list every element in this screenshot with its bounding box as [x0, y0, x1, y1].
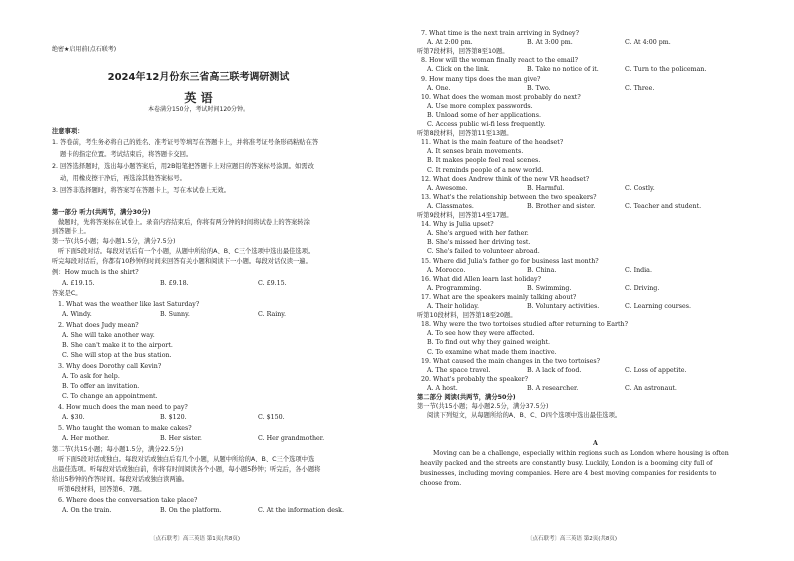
option: B. Her sister. [160, 435, 202, 442]
option: C. She's failed to volunteer abroad. [427, 248, 540, 256]
question: 13. What's the relationship between the two speakers? [421, 193, 597, 201]
note-line: 1. 答卷前，考生务必将自己的姓名、准考证号等填写在答题卡上，并将准考证号条形码粘贴在答 [52, 139, 319, 146]
option: A. To ask for help. [62, 373, 120, 380]
option: A. $30. [62, 414, 85, 421]
option: B. $120. [160, 414, 187, 421]
option: A. It senses brain movements. [427, 148, 524, 156]
part2-title: 第二部分 阅读(共两节，满分50分) [417, 394, 516, 401]
confidential-tag: 绝密★启用前(点石联考) [52, 46, 117, 53]
question: 3. Why does Dorothy call Kevin? [58, 363, 162, 370]
option: B. Unload some of her applications. [427, 111, 541, 119]
option: A. She will take another way. [62, 332, 155, 339]
passage-line: choose from. [420, 480, 462, 487]
option: A. One. [427, 84, 451, 92]
option: C. To examine what made them inactive. [427, 348, 557, 356]
option: B. Two. [527, 84, 551, 92]
question: 2. What does Judy mean? [58, 322, 139, 329]
option: C. Three. [625, 84, 655, 92]
option: A. Their holiday. [427, 303, 479, 310]
option: B. Harmful. [527, 184, 565, 192]
subject-title: 英 语 [184, 91, 213, 105]
page-footer: 〔点石联考〕高三英语 第1页(共8页) [150, 536, 241, 542]
exam-subtitle: 本卷满分150分，考试时间120分钟。 [148, 106, 249, 113]
option: A. Click on the link. [427, 66, 490, 74]
option: B. At 3:00 pm. [527, 39, 573, 47]
reading-instruction: 阅读下列短文，从每题所给的A、B、C、D四个选项中选出最佳选项。 [427, 412, 622, 420]
option: B. To offer an invitation. [62, 383, 140, 390]
option: B. Brother and sister. [527, 202, 596, 210]
option: C. At 4:00 pm. [625, 39, 671, 47]
notes-title: 注意事项： [52, 128, 84, 135]
option: A. £19.15. [62, 280, 95, 287]
question: 17. What are the speakers mainly talking about? [421, 293, 577, 301]
option: A. Windy. [62, 311, 92, 318]
question: 11. What is the main feature of the headset? [421, 139, 564, 147]
option: B. To find out why they gained weight. [427, 339, 551, 347]
question: 7. What time is the next train arriving in Sydney? [421, 30, 579, 37]
section2-intro: 出最佳选项。听每段对话或独白前，你将有时间阅读各个小题，每小题5秒钟；听完后，各小题将 [52, 466, 321, 473]
material-lead: 听第9段材料，回答第14至17题。 [417, 212, 513, 219]
option: B. £9.18. [160, 280, 189, 287]
option: C. An astronaut. [625, 384, 677, 392]
option: A. Programming. [427, 284, 482, 292]
option: C. $150. [258, 414, 285, 421]
passage-line: Moving can be a challenge, especially within regions such as London where housing is often [433, 450, 729, 457]
option: B. On the platform. [160, 507, 222, 514]
section2-intro: 给出5秒钟的作答时间。每段对话或独白读两遍。 [52, 476, 189, 483]
question: 15. Where did Julia's father go for business last month? [421, 257, 599, 265]
question: 4. How much does the man need to pay? [58, 404, 188, 411]
question: 6. Where does the conversation take place? [58, 497, 198, 504]
option: B. She's missed her driving test. [427, 239, 531, 247]
option: C. Teacher and student. [625, 202, 702, 210]
question: 1. What was the weather like last Saturday? [58, 301, 200, 308]
passage-line: heavily packed and the streets are constantly busy. Luckily, London is a booming city full of [420, 460, 713, 467]
option: C. £9.15. [258, 280, 287, 287]
option: C. Driving. [625, 284, 660, 292]
option: C. Her grandmother. [258, 435, 325, 442]
option: C. Turn to the policeman. [625, 66, 707, 74]
page-footer: 〔点石联考〕高三英语 第2页(共8页) [527, 536, 618, 542]
option: A. Classmates. [427, 202, 474, 210]
question: 18. Why were the two tortoises studied after returning to Earth? [421, 321, 628, 329]
question: 9. How many tips does the man give? [421, 75, 541, 83]
option: B. Swimming. [527, 284, 572, 292]
option: B. It makes people feel real scenes. [427, 157, 541, 165]
material-lead: 听第7段材料，回答第8至10题。 [417, 48, 509, 56]
option: C. Costly. [625, 184, 655, 192]
option: C. She will stop at the bus station. [62, 352, 172, 359]
option: B. A researcher. [527, 384, 579, 392]
example-question: 例：How much is the shirt? [52, 269, 139, 276]
question: 8. How will the woman finally react to the email? [421, 57, 579, 65]
section2-intro: 听下面5段对话或独白。每段对话或独白后有几个小题，从题中所给的A、B、C三个选项中选 [58, 456, 315, 463]
question: 5. Who taught the woman to make cakes? [58, 425, 192, 432]
option: C. To change an appointment. [62, 393, 158, 400]
option: A. Use more complex passwords. [427, 102, 533, 110]
option: A. Her mother. [62, 435, 110, 442]
option: B. Voluntary activities. [527, 303, 600, 310]
option: C. It reminds people of a new world. [427, 166, 544, 174]
option: A. On the train. [62, 507, 112, 514]
option: A. She's argued with her father. [427, 230, 529, 238]
note-line: 题卡的指定位置。考试结束后，将答题卡交回。 [60, 151, 193, 158]
section1-intro: 听完每段对话后，你都有10秒钟的时间来回答有关小题和阅读下一小题。每段对话仅读一遍。 [52, 258, 312, 265]
option: B. A lack of food. [527, 366, 582, 374]
passage-letter: A [593, 440, 598, 447]
option: B. She can't make it to the airport. [62, 342, 173, 349]
passage-line: businesses, including moving companies. Here are 4 best moving companies for residents to [420, 470, 717, 477]
option: A. To see how they were affected. [427, 330, 535, 338]
part1-intro: 到答题卡上。 [52, 228, 90, 235]
part1-intro: 做题时，先将答案标在试卷上。录音内容结束后，你将有两分钟的时间将试卷上的答案转涂 [58, 219, 310, 226]
part1-title: 第一部分 听力(共两节，满分30分) [52, 209, 151, 216]
question: 10. What does the woman most probably do next? [421, 93, 581, 101]
question: 20. What's probably the speaker? [421, 375, 528, 383]
option: C. At the information desk. [258, 507, 345, 514]
note-line: 2. 回答选择题时，选出每小题答案后，用2B铅笔把答题卡上对应题目的答案标号涂黑。如需改 [52, 163, 314, 170]
note-line: 动，用橡皮擦干净后，再选涂其他答案标号。 [60, 175, 186, 182]
option: C. Rainy. [258, 311, 287, 318]
material-lead: 听第6段材料，回答第6、7题。 [58, 486, 146, 493]
material-lead: 第一节(共15小题；每小题2.5分，满分37.5分) [417, 403, 549, 411]
question: 12. What does Andrew think of the new VR headset? [421, 175, 590, 183]
option: B. Sunny. [160, 311, 190, 318]
section2-title: 第二节(共15小题；每小题1.5分，满分22.5分) [52, 446, 184, 453]
option: C. Loss of appetite. [625, 366, 687, 374]
option: A. At 2:00 pm. [427, 39, 473, 47]
right-page [397, 0, 794, 561]
option: C. Learning courses. [625, 303, 692, 310]
question: 14. Why is Julia upset? [421, 221, 494, 229]
section1-title: 第一节(共5小题；每小题1.5分，满分7.5分) [52, 238, 176, 245]
example-answer: 答案是C。 [52, 290, 82, 297]
option: B. China. [527, 266, 557, 274]
option: A. A host. [427, 384, 458, 392]
note-line: 3. 回答非选择题时，将答案写在答题卡上，写在本试卷上无效。 [52, 187, 231, 194]
option: A. The space travel. [427, 366, 491, 374]
exam-title: 2024年12月份东三省高三联考调研测试 [107, 72, 290, 83]
option: C. India. [625, 266, 652, 274]
material-lead: 听第10段材料，回答第18至20题。 [417, 312, 517, 320]
question: 19. What caused the main changes in the two tortoises? [421, 357, 600, 365]
section1-intro: 听下面5段对话。每段对话后有一个小题，从题中所给的A、B、C三个选项中选出最佳选项。 [58, 248, 315, 255]
material-lead: 听第8段材料，回答第11至13题。 [417, 130, 513, 138]
option: B. Take no notice of it. [527, 66, 599, 74]
option: A. Awesome. [427, 184, 468, 192]
question: 16. What did Allen learn last holiday? [421, 275, 541, 283]
option: C. Access public wi-fi less frequently. [427, 121, 546, 128]
option: A. Morocco. [427, 266, 466, 274]
